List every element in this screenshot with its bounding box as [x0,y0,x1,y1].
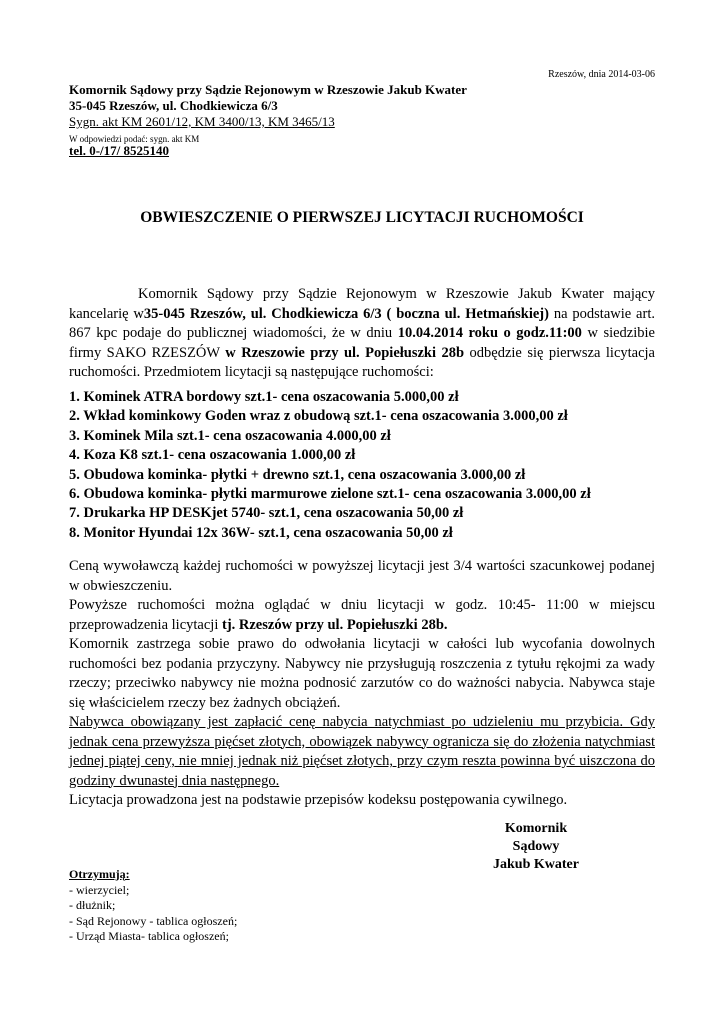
intro-text-1: Komornik Sądowy przy Sądzie Rejonowym w Rzeszowie Jakub Kwater mający kancelarię w [69,286,655,322]
intro-text-3: w siedzibie firmy SAKO RZESZÓW [69,325,655,361]
auction-datetime: 10.04.2014 roku o godz.11:00 [397,325,582,341]
intro-office-address: 35-045 Rzeszów, ul. Chodkiewicza 6/3 ( boczna ul. Hetmańskiej) [143,305,549,322]
list-item: 5. Obudowa kominka- płytki + drewno szt.1, cena oszacowania 3.000,00 zł [69,466,526,483]
page-title: OBWIESZCZENIE O PIERWSZEJ LICYTACJI RUCHOMOŚCI [140,209,584,226]
viewing-location: tj. Rzeszów przy ul. Popiełuszki 28b. [221,616,448,633]
intro-paragraph [69,285,655,383]
phone-number: tel. 0-/17/ 8525140 [69,143,170,158]
viewing-paragraph [69,596,655,635]
list-item: 3. Kominek Mila szt.1- cena oszacowania 4.000,00 zł [69,427,391,444]
recipients-block [69,867,237,945]
signature-name: Jakub Kwater [493,857,579,872]
document-date: Rzeszów, dnia 2014-03-06 [548,69,655,80]
intro-text-2: na podstawie art. 867 kpc podaje do publicznej wiadomości, że w dniu [69,305,655,341]
list-item: - Sąd Rejonowy - tablica ogłoszeń; [69,913,238,928]
terms-section [69,557,655,811]
legal-basis-paragraph: Licytacja prowadzona jest na podstawie przepisów kodeksu postępowania cywilnego. [69,792,568,808]
list-item: 1. Kominek ATRA bordowy szt.1- cena oszacowania 5.000,00 zł [69,389,459,405]
recipients-heading: Otrzymują: [69,867,130,881]
intro-text-4: odbędzie się pierwsza licytacja ruchomości. Przedmiotem licytacji są następujące ruchomości: [69,344,655,380]
list-item: 2. Wkład kominkowy Goden wraz z obudową szt.1- cena oszacowania 3.000,00 zł [69,408,568,425]
list-item: - dłużnik; [69,898,116,912]
signature-block [481,820,591,874]
office-name: Komornik Sądowy przy Sądzie Rejonowym w Rzeszowie Jakub Kwater [69,82,467,97]
reservation-paragraph: Komornik zastrzega sobie prawo do odwołania licytacji w całości lub wycofania dowolnych ruchomości bez podania przyczyny. Nabywcy nie przysługują roszczenia z tytułu rękojmi za wady rzeczy; przeciwko nabywcy nie można podnosić zarzutów co do ważności nabycia. Nabywca staje się właścicielem rzeczy bez żadnych obciążeń. [69,636,655,711]
list-item: 8. Monitor Hyundai 12x 36W- szt.1, cena oszacowania 50,00 zł [69,524,453,541]
viewing-text: Powyższe ruchomości można oglądać w dniu licytacji w godz. 10:45- 11:00 w miejscu przeprowadzenia licytacji [69,597,655,633]
list-item: 6. Obudowa kominka- płytki marmurowe zielone szt.1- cena oszacowania 3.000,00 zł [69,486,591,503]
auction-location: w Rzeszowie przy ul. Popiełuszki 28b [225,344,465,361]
list-item: - Urząd Miasta- tablica ogłoszeń; [69,929,229,943]
list-item: 4. Koza K8 szt.1- cena oszacowania 1.000,00 zł [69,447,356,464]
signature-title: Komornik Sądowy [504,821,568,854]
payment-paragraph: Nabywca obowiązany jest zapłacić cenę nabycia natychmiast po udzieleniu mu przybicia. Gdy jednak cena przewyższa pięćset złotych, obowiązek nabywcy ogranicza się do złożenia natychmiast jednej piątej ceny, nie mniej jednak niż pięćset złotych, przy czym reszta powinna być uiszczona do godziny dwunastej dnia następnego. [69,714,655,789]
items-list [69,388,591,543]
starting-price-paragraph: Ceną wywoławczą każdej ruchomości w powyższej licytacji jest 3/4 wartości szacunkowej podanej w obwieszczeniu. [69,558,655,594]
case-references: Sygn. akt KM 2601/12, KM 3400/13, KM 3465/13 [69,114,335,129]
list-item: 7. Drukarka HP DESKjet 5740- szt.1, cena oszacowania 50,00 zł [69,505,464,522]
office-address: 35-045 Rzeszów, ul. Chodkiewicza 6/3 [69,98,278,113]
list-item: - wierzyciel; [69,882,130,897]
reply-note: W odpowiedzi podać: sygn. akt KM [69,134,200,144]
